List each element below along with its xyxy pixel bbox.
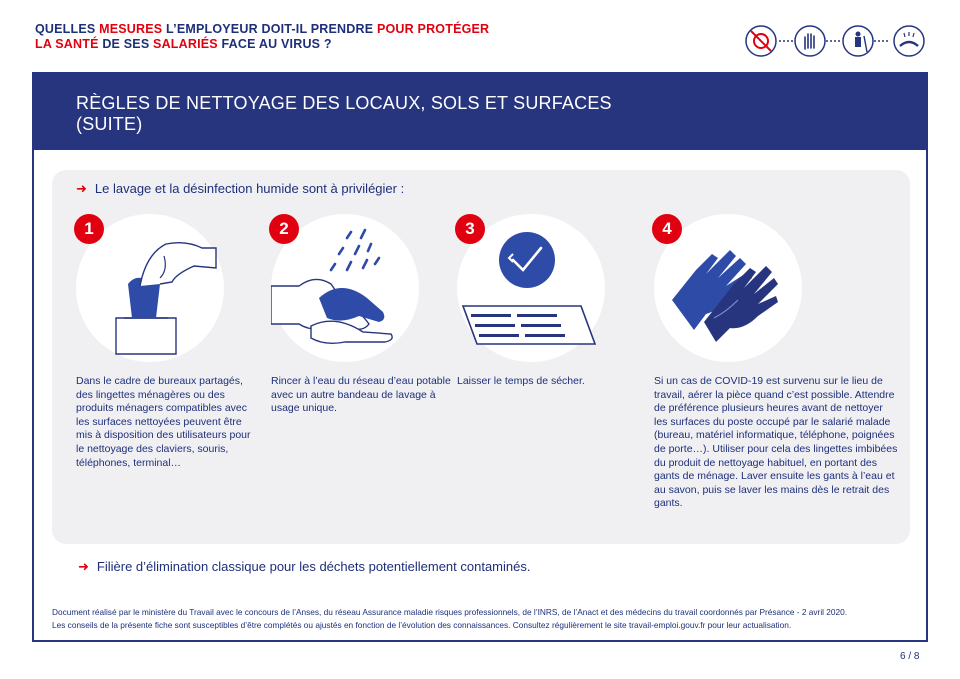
- step-4-badge: 4: [652, 214, 682, 244]
- section-title: [76, 93, 612, 135]
- footer-credits: [52, 606, 912, 632]
- hand-washing-icon: [894, 26, 924, 56]
- title-segment: SALARIÉS: [153, 37, 218, 51]
- page-number: 6 / 8: [900, 651, 920, 662]
- footer-line2: Les conseils de la présente fiche sont susceptibles d’être complétés ou ajustés en fonction de l’évolution des connaissances. Consultez régulièrement le site travail-emploi.gouv.fr pour leur actualisation.: [52, 620, 792, 630]
- step-1-badge: 1: [74, 214, 104, 244]
- title-segment: LA SANTÉ: [35, 37, 99, 51]
- content-frame: [32, 72, 928, 642]
- section-banner: [34, 74, 926, 150]
- step-1-text: Dans le cadre de bureaux partagés, des lingettes ménagères ou des produits ménagers compatibles avec les surfaces nettoyées peuvent être mis à disposition des utilisateurs pour le nettoyage des claviers, souris, téléphones, terminal…: [76, 375, 251, 469]
- section-title-line2: (SUITE): [76, 114, 143, 134]
- step-2-badge: 2: [269, 214, 299, 244]
- no-virus-icon: [746, 26, 776, 56]
- intro-text: Le lavage et la désinfection humide sont à privilégier :: [94, 181, 405, 196]
- title-line-2: [35, 37, 489, 52]
- title-segment: MESURES: [99, 22, 163, 36]
- title-segment: L’EMPLOYEUR DOIT-IL PRENDRE: [162, 22, 377, 36]
- title-line-1: [35, 22, 489, 37]
- cleaning-worker-icon: [843, 26, 873, 56]
- arrow-right-icon: ➜: [78, 559, 89, 574]
- section-title-line1: RÈGLES DE NETTOYAGE DES LOCAUX, SOLS ET SURFACES: [76, 93, 612, 113]
- disposal-text: Filière d’élimination classique pour les déchets potentiellement contaminés.: [96, 559, 531, 574]
- step-3-text: Laisser le temps de sécher.: [457, 375, 585, 387]
- title-segment: POUR PROTÉGER: [376, 22, 490, 36]
- progress-icons: [744, 24, 930, 58]
- title-segment: QUELLES: [35, 22, 100, 36]
- document-title: [35, 22, 489, 52]
- arrow-right-icon: ➜: [76, 181, 87, 196]
- title-segment: FACE AU VIRUS ?: [217, 37, 332, 51]
- hand-stop-icon: [795, 26, 825, 56]
- step-4-text: Si un cas de COVID-19 est survenu sur le lieu de travail, aérer la pièce quand c’est possible. Attendre de préférence plusieurs heures avant de nettoyer les surfaces du poste occupé par le salarié malade (bureau, matériel informatique, téléphone, poignées de porte…). Utiliser pour cela des lingettes imbibées du produit de nettoyage habituel, en portant des gants de ménage. Laver ensuite les gants à l’eau et au savon, puis se laver les mains dès le retrait des gants.: [654, 375, 898, 510]
- footer-line1: Document réalisé par le ministère du Travail avec le concours de l’Anses, du réseau Assurance maladie risques professionnels, de l’INRS, de l’Anact et des médecins du travail coordonnés par Présance - 2 avril 2020.: [52, 607, 848, 617]
- disposal-line: [78, 559, 530, 575]
- step-2-text: Rincer à l’eau du réseau d’eau potable avec un autre bandeau de lavage à usage unique.: [271, 375, 451, 415]
- title-segment: DE SES: [98, 37, 154, 51]
- steps-panel: [52, 170, 910, 544]
- step-3-badge: 3: [455, 214, 485, 244]
- intro-line: [76, 181, 404, 197]
